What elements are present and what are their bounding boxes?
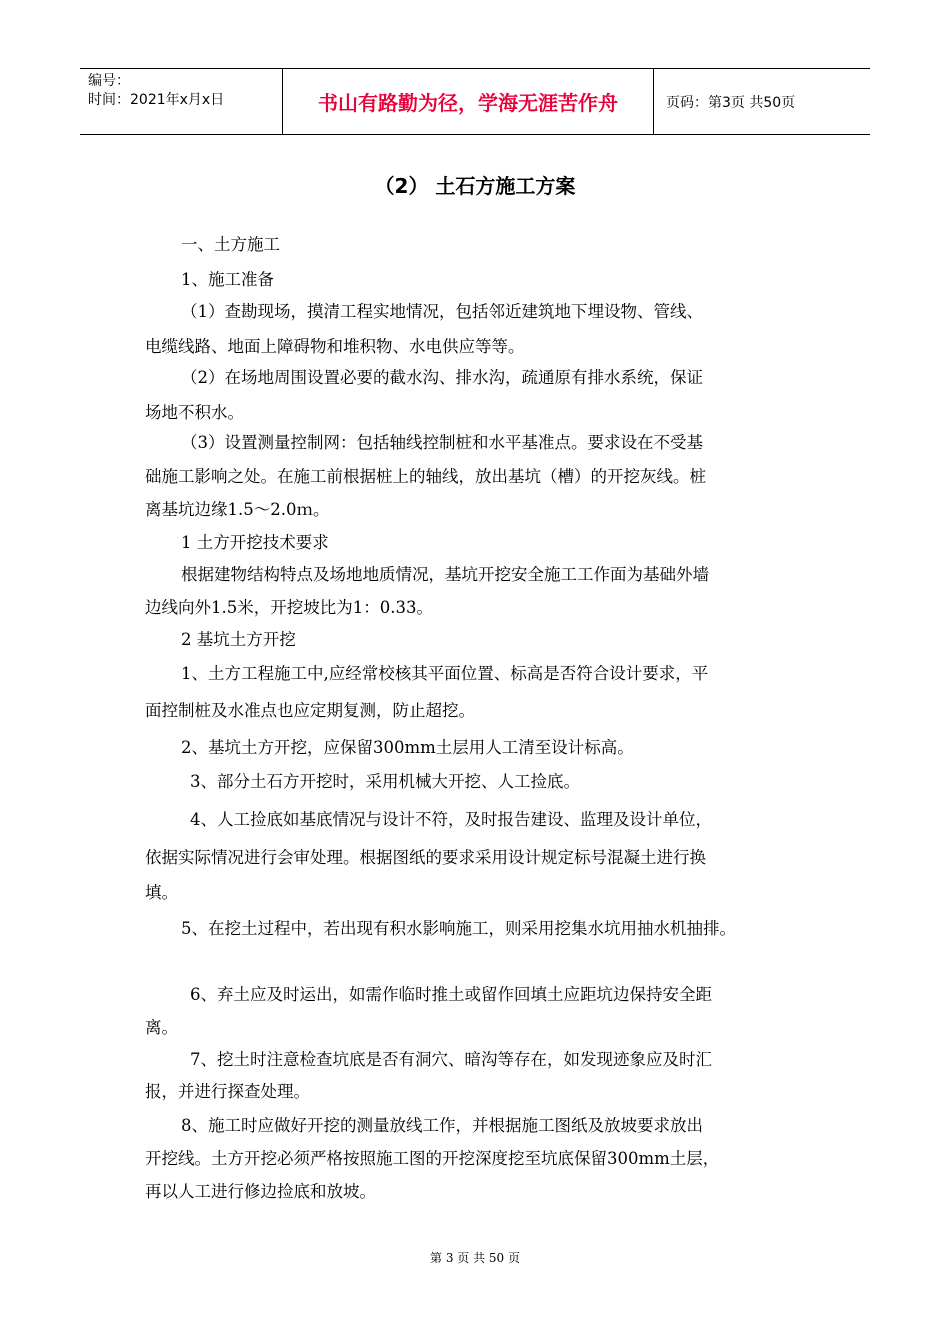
- body-line: 1、施工准备: [181, 270, 274, 289]
- body-line: 填。: [145, 883, 178, 902]
- body-line: （1）查勘现场，摸清工程实地情况，包括邻近建筑地下埋设物、管线、: [181, 302, 703, 321]
- body-line: （2）在场地周围设置必要的截水沟、排水沟，疏通原有排水系统，保证: [181, 368, 703, 387]
- body-line: 根据建物结构特点及场地地质情况，基坑开挖安全施工工作面为基础外墙: [181, 565, 709, 584]
- header-page-info: 页码：第3页 共50页: [666, 94, 796, 111]
- document-number-label: 编号：: [88, 73, 130, 89]
- body-line: 6、弃土应及时运出，如需作临时推土或留作回填土应距坑边保持安全距: [190, 985, 712, 1004]
- body-line: 5、在挖土过程中，若出现有积水影响施工，则采用挖集水坑用抽水机抽排。: [181, 919, 736, 938]
- body-line: 2、基坑土方开挖，应保留300mm土层用人工清至设计标高。: [181, 738, 634, 757]
- body-line: 一、土方施工: [181, 235, 280, 254]
- body-line: 离。: [145, 1018, 178, 1037]
- page-footer: 第 3 页 共 50 页: [430, 1251, 520, 1265]
- body-line: 8、施工时应做好开挖的测量放线工作，并根据施工图纸及放坡要求放出: [181, 1116, 703, 1135]
- body-line: 电缆线路、地面上障碍物和堆积物、水电供应等等。: [145, 337, 525, 356]
- body-line: 1、土方工程施工中,应经常校核其平面位置、标高是否符合设计要求，平: [181, 664, 709, 683]
- header-table: [80, 68, 870, 135]
- body-line: 报，并进行探查处理。: [145, 1082, 310, 1101]
- body-line: 4、人工捡底如基底情况与设计不符，及时报告建设、监理及设计单位，: [190, 810, 712, 829]
- body-line: 面控制桩及水准点也应定期复测，防止超挖。: [145, 701, 475, 720]
- body-line: 离基坑边缘1.5～2.0ｍ。: [145, 500, 330, 519]
- body-line: 开挖线。土方开挖必须严格按照施工图的开挖深度挖至坑底保留300mm土层，: [145, 1149, 720, 1168]
- header-motto: 书山有路勤为径，学海无涯苦作舟: [282, 69, 654, 134]
- body-line: 2 基坑土方开挖: [181, 630, 296, 649]
- body-line: 础施工影响之处。在施工前根据桩上的轴线，放出基坑（槽）的开挖灰线。桩: [145, 467, 706, 486]
- body-line: （3）设置测量控制网：包括轴线控制桩和水平基准点。要求设在不受基: [181, 433, 703, 452]
- body-line: 3、部分土石方开挖时，采用机械大开挖、人工捡底。: [190, 772, 580, 791]
- document-title: （2） 土石方施工方案: [374, 174, 576, 198]
- header-meta: [80, 69, 282, 134]
- body-line: 场地不积水。: [145, 403, 244, 422]
- body-line: 7、挖土时注意检查坑底是否有洞穴、暗沟等存在，如发现迹象应及时汇: [190, 1050, 712, 1069]
- body-line: 依据实际情况进行会审处理。根据图纸的要求采用设计规定标号混凝土进行换: [145, 848, 706, 867]
- body-line: 再以人工进行修边捡底和放坡。: [145, 1182, 376, 1201]
- document-date: 时间：2021年x月x日: [88, 92, 225, 108]
- body-line: 边线向外1.5米，开挖坡比为1：0.33。: [145, 598, 433, 617]
- body-line: 1 土方开挖技术要求: [181, 533, 329, 552]
